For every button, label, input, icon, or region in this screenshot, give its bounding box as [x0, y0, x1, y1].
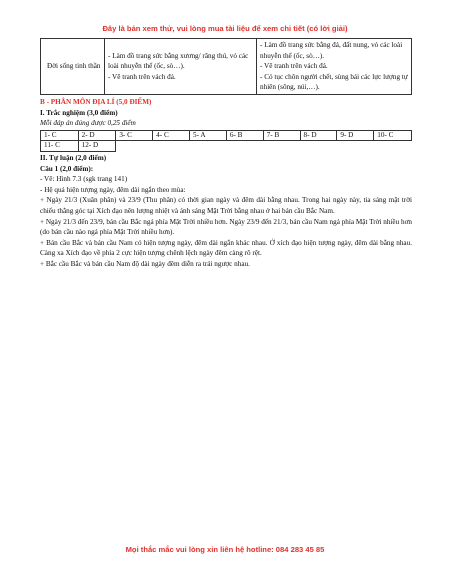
- paragraph: + Bắc cầu Bắc và bán cầu Nam độ dài ngày đêm diễn ra trái ngược nhau.: [40, 259, 250, 268]
- answer-cell: 5- A: [190, 130, 227, 141]
- document-body: [40, 38, 412, 269]
- table-row: [41, 130, 412, 141]
- question-title: Câu 1 (2,0 điểm):: [40, 164, 94, 173]
- answer-cell: 12- D: [78, 141, 116, 152]
- cell-line: - Vẽ tranh trên vách đá.: [108, 72, 176, 81]
- part-title: I. Trắc nghiệm (3,0 điểm): [40, 108, 118, 117]
- paragraph: - Vẽ: Hình 7.3 (sgk trang 141): [40, 175, 128, 184]
- cell-line: - Có tục chôn người chết, sùng bái các lực lượng tự nhiên (sông, núi,…).: [260, 72, 408, 92]
- section-heading: B - PHÂN MÔN ĐỊA LÍ (5,0 ĐIỂM): [40, 97, 152, 106]
- cell-col3: [257, 39, 412, 95]
- answer-cell: 6- B: [226, 130, 263, 141]
- answer-cell: 9- D: [337, 130, 374, 141]
- answer-cell: 4- C: [153, 130, 190, 141]
- answer-cell: 1- C: [41, 130, 79, 141]
- preview-banner: Đây là bản xem thử, vui lòng mua tài liệu để xem chi tiết (có lời giải): [102, 24, 348, 33]
- cell-line: - Vẽ tranh trên vách đá.: [260, 62, 328, 71]
- table-row: [41, 141, 412, 152]
- paragraph: + Bán cầu Bắc và bán cầu Nam có hiện tượng ngày, đêm dài ngắn khác nhau. Ở xích đạo hiện tượng ngày, đêm dài bằng nhau. Càng xa Xích đạo về phía 2 cực hiện tượng chênh lệch ngày đêm càng rõ rệt.: [40, 238, 412, 258]
- part-title: II. Tự luận (2,0 điểm): [40, 153, 107, 162]
- paragraph: + Ngày 21/3 (Xuân phân) và 23/9 (Thu phân) có thời gian ngày và đêm dài bằng nhau. Trong hai ngày này, tia sáng mặt trời chiếu thẳng góc tại Xích đạo nên lượng nhiệt và ánh sáng Mặt Trời bằng nhau ở hai bán cầu Bắc Nam.: [40, 196, 412, 215]
- answer-table: [40, 130, 412, 152]
- paragraph: - Hệ quả hiện tượng ngày, đêm dài ngắn theo mùa:: [40, 185, 186, 194]
- table-row: [41, 39, 412, 95]
- hotline-banner: Mọi thắc mắc vui lòng xin liên hệ hotline: 084 283 45 85: [125, 545, 325, 554]
- cell-line: - Làm đồ trang sức bằng đá, đất nung, vỏ các loài nhuyễn thể (ốc, sò…).: [260, 41, 403, 60]
- row-label: Đời sống tinh thần: [41, 39, 105, 95]
- answer-cell: 3- C: [116, 130, 153, 141]
- answer-cell: 7- B: [263, 130, 300, 141]
- answer-cell: 8- D: [300, 130, 337, 141]
- part-note: Mỗi đáp án đúng được 0,25 điểm: [40, 119, 136, 128]
- answer-cell: 2- D: [78, 130, 116, 141]
- cell-col2: [105, 39, 257, 95]
- answer-cell: 10- C: [374, 130, 412, 141]
- answer-cell: 11- C: [41, 141, 79, 152]
- paragraph: + Ngày 21/3 đến 23/9, bán cầu Bắc ngả phía Mặt Trời nhiều hơn. Ngày 23/9 đến 21/3, bán cầu Nam ngả phía Mặt Trời nhiều hơn (do bán cầu nào ngả phía Mặt Trời nhiều hơn).: [40, 217, 412, 237]
- cell-line: - Làm đồ trang sức bằng xương/ răng thú, vỏ các loài nhuyễn thể (ốc, sò…).: [108, 51, 249, 71]
- life-table: [40, 38, 412, 95]
